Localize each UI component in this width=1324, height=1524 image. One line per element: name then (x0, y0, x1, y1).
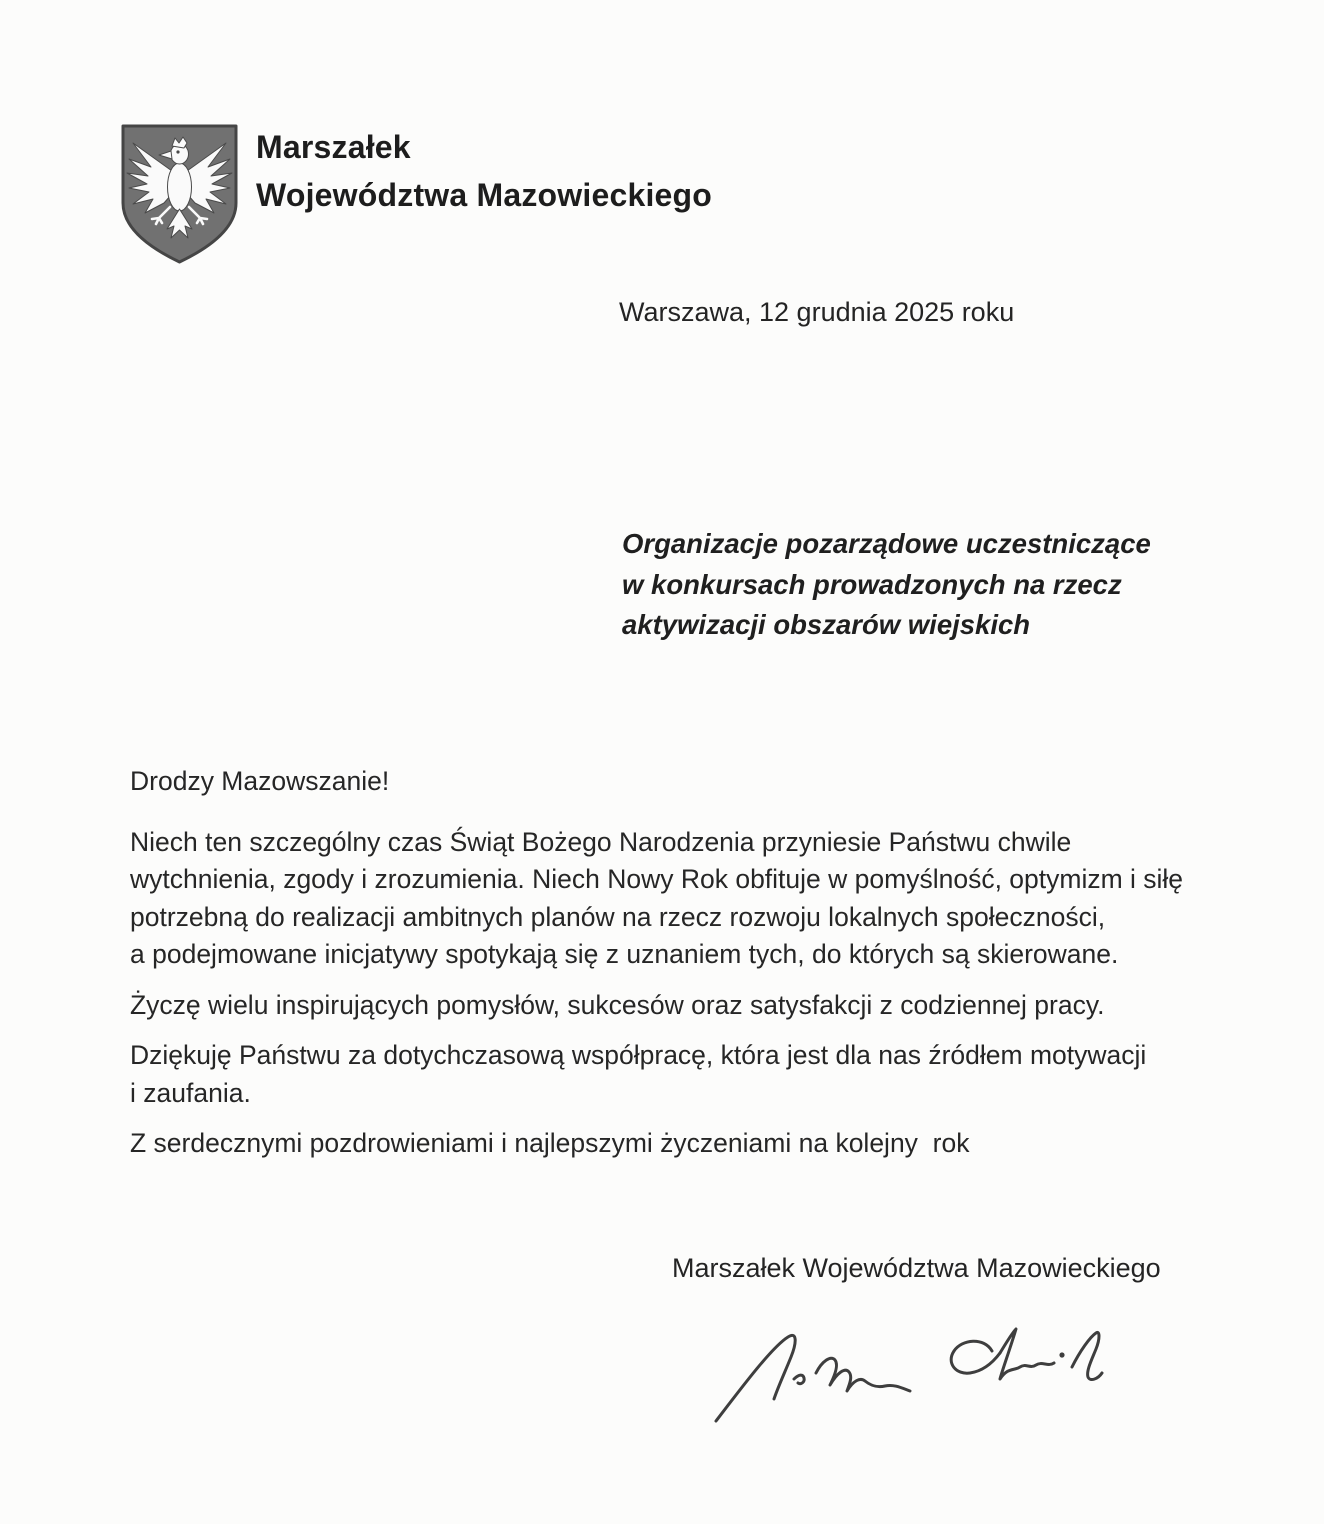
body-line: i zaufania. (130, 1077, 251, 1108)
signatory-title: Marszałek Województwa Mazowieckiego (672, 1253, 1161, 1283)
body-line: Niech ten szczególny czas Świąt Bożego Narodzenia przyniesie Państwu chwile (130, 826, 1072, 857)
addressee-line: aktywizacji obszarów wiejskich (622, 609, 1031, 640)
addressee-line: w konkursach prowadzonych na rzecz (622, 568, 1122, 600)
paragraph (130, 1125, 1183, 1163)
coat-of-arms (118, 121, 241, 267)
sender-title-line1: Marszałek (256, 129, 411, 165)
body-line: a podejmowane inicjatywy spotykają się z uznaniem tych, do których są skierowane. (130, 939, 1119, 969)
handwritten-signature-icon (698, 1316, 1128, 1438)
addressee-block (622, 524, 1151, 646)
dateline: Warszawa, 12 grudnia 2025 roku (619, 297, 1015, 327)
body-line: potrzebną do realizacji ambitnych planów na rzecz rozwoju lokalnych społeczności, (130, 901, 1106, 932)
body-line: wytchnienia, zgody i zrozumienia. Niech Nowy Rok obfituje w pomyślność, optymizm i siłę (130, 864, 1184, 894)
salutation: Drodzy Mazowszanie! (130, 766, 390, 796)
sender-title (256, 123, 712, 219)
mazovia-white-eagle-shield-icon (118, 121, 241, 267)
handwritten-signature (698, 1316, 1128, 1438)
body-line: Życzę wielu inspirujących pomysłów, sukcesów oraz satysfakcji z codziennej pracy. (130, 989, 1105, 1020)
sender-title-line2: Województwa Mazowieckiego (256, 177, 713, 213)
paragraph (130, 824, 1183, 974)
letter-body (130, 763, 1183, 1163)
addressee-line: Organizacje pozarządowe uczestniczące (622, 528, 1151, 559)
paragraph (130, 1037, 1183, 1112)
body-line: Dziękuję Państwu za dotychczasową współpracę, która jest dla nas źródłem motywacji (130, 1040, 1147, 1070)
paragraph (130, 987, 1183, 1025)
body-line: Z serdecznymi pozdrowieniami i najlepszymi życzeniami na kolejny rok (130, 1128, 970, 1158)
